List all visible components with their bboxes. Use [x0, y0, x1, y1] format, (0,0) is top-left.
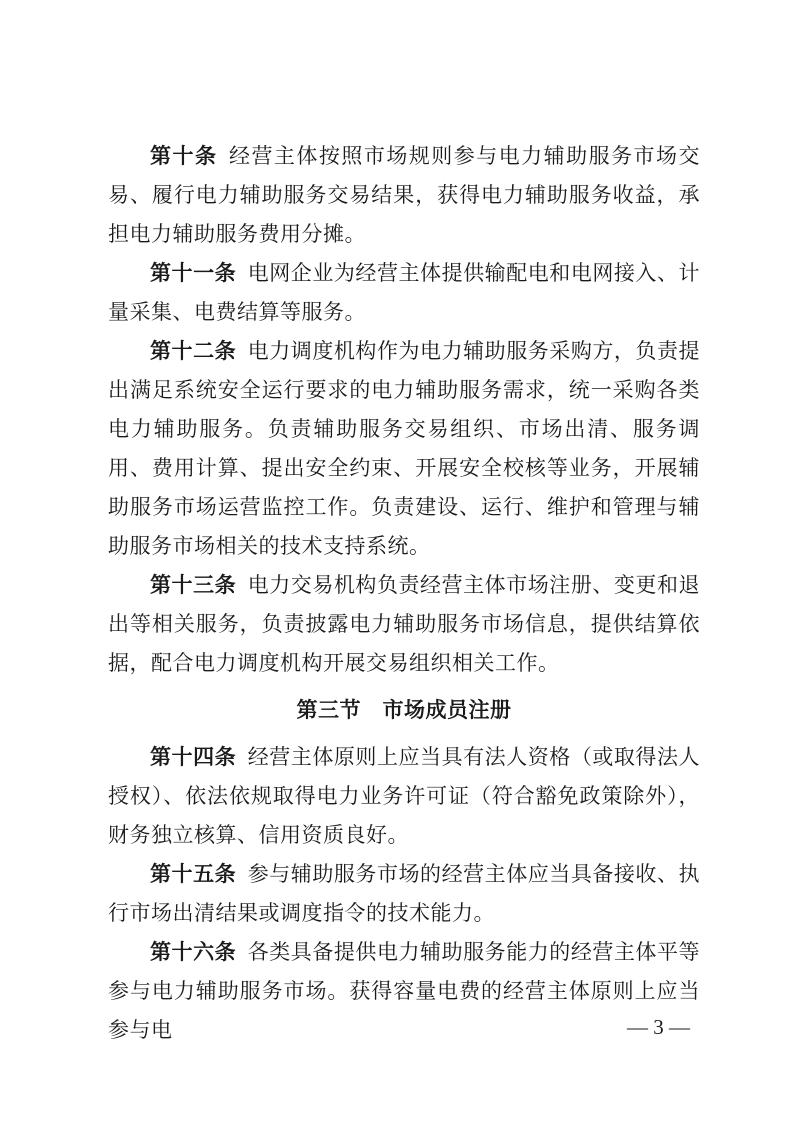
- article-paragraph-13: [108, 566, 700, 683]
- article-14-number: 第十四条: [150, 745, 237, 769]
- article-14-text: 经营主体原则上应当具有法人资格（或取得法人授权）、依法依规取得电力业务许可证（符合豁免政策除外），财务独立核算、信用资质良好。: [108, 745, 701, 847]
- section-heading: 第三节 市场成员注册: [296, 698, 512, 722]
- article-15-text: 参与辅助服务市场的经营主体应当具备接收、执行市场出清结果或调度指令的技术能力。: [108, 862, 701, 925]
- article-paragraph-14: [108, 738, 700, 855]
- page-number: — 3 —: [627, 1015, 690, 1039]
- document-content: [108, 137, 700, 1050]
- article-12-number: 第十二条: [150, 339, 237, 363]
- article-paragraph-16: [108, 933, 700, 1050]
- article-10-number: 第十条: [150, 144, 218, 168]
- article-15-number: 第十五条: [150, 862, 237, 886]
- article-paragraph-10: [108, 137, 700, 254]
- article-paragraph-15: [108, 855, 700, 933]
- article-11-text: 电网企业为经营主体提供输配电和电网接入、计量采集、电费结算等服务。: [108, 261, 701, 324]
- article-16-text: 各类具备提供电力辅助服务能力的经营主体平等参与电力辅助服务市场。获得容量电费的经营主体原则上应当参与电: [108, 940, 701, 1042]
- article-10-text: 经营主体按照市场规则参与电力辅助服务市场交易、履行电力辅助服务交易结果，获得电力辅助服务收益，承担电力辅助服务费用分摊。: [108, 144, 701, 246]
- article-paragraph-11: [108, 254, 700, 332]
- article-16-number: 第十六条: [150, 940, 237, 964]
- article-12-text: 电力调度机构作为电力辅助服务采购方，负责提出满足系统安全运行要求的电力辅助服务需求，统一采购各类电力辅助服务。负责辅助服务交易组织、市场出清、服务调用、费用计算、提出安全约束、开展安全校核等业务，开展辅助服务市场运营监控工作。负责建设、运行、维护和管理与辅助服务市场相关的技术支持系统。: [108, 339, 701, 558]
- article-13-number: 第十三条: [150, 573, 237, 597]
- article-13-text: 电力交易机构负责经营主体市场注册、变更和退出等相关服务，负责披露电力辅助服务市场信息，提供结算依据，配合电力调度机构开展交易组织相关工作。: [108, 573, 701, 675]
- article-paragraph-12: [108, 332, 700, 566]
- article-11-number: 第十一条: [150, 261, 237, 285]
